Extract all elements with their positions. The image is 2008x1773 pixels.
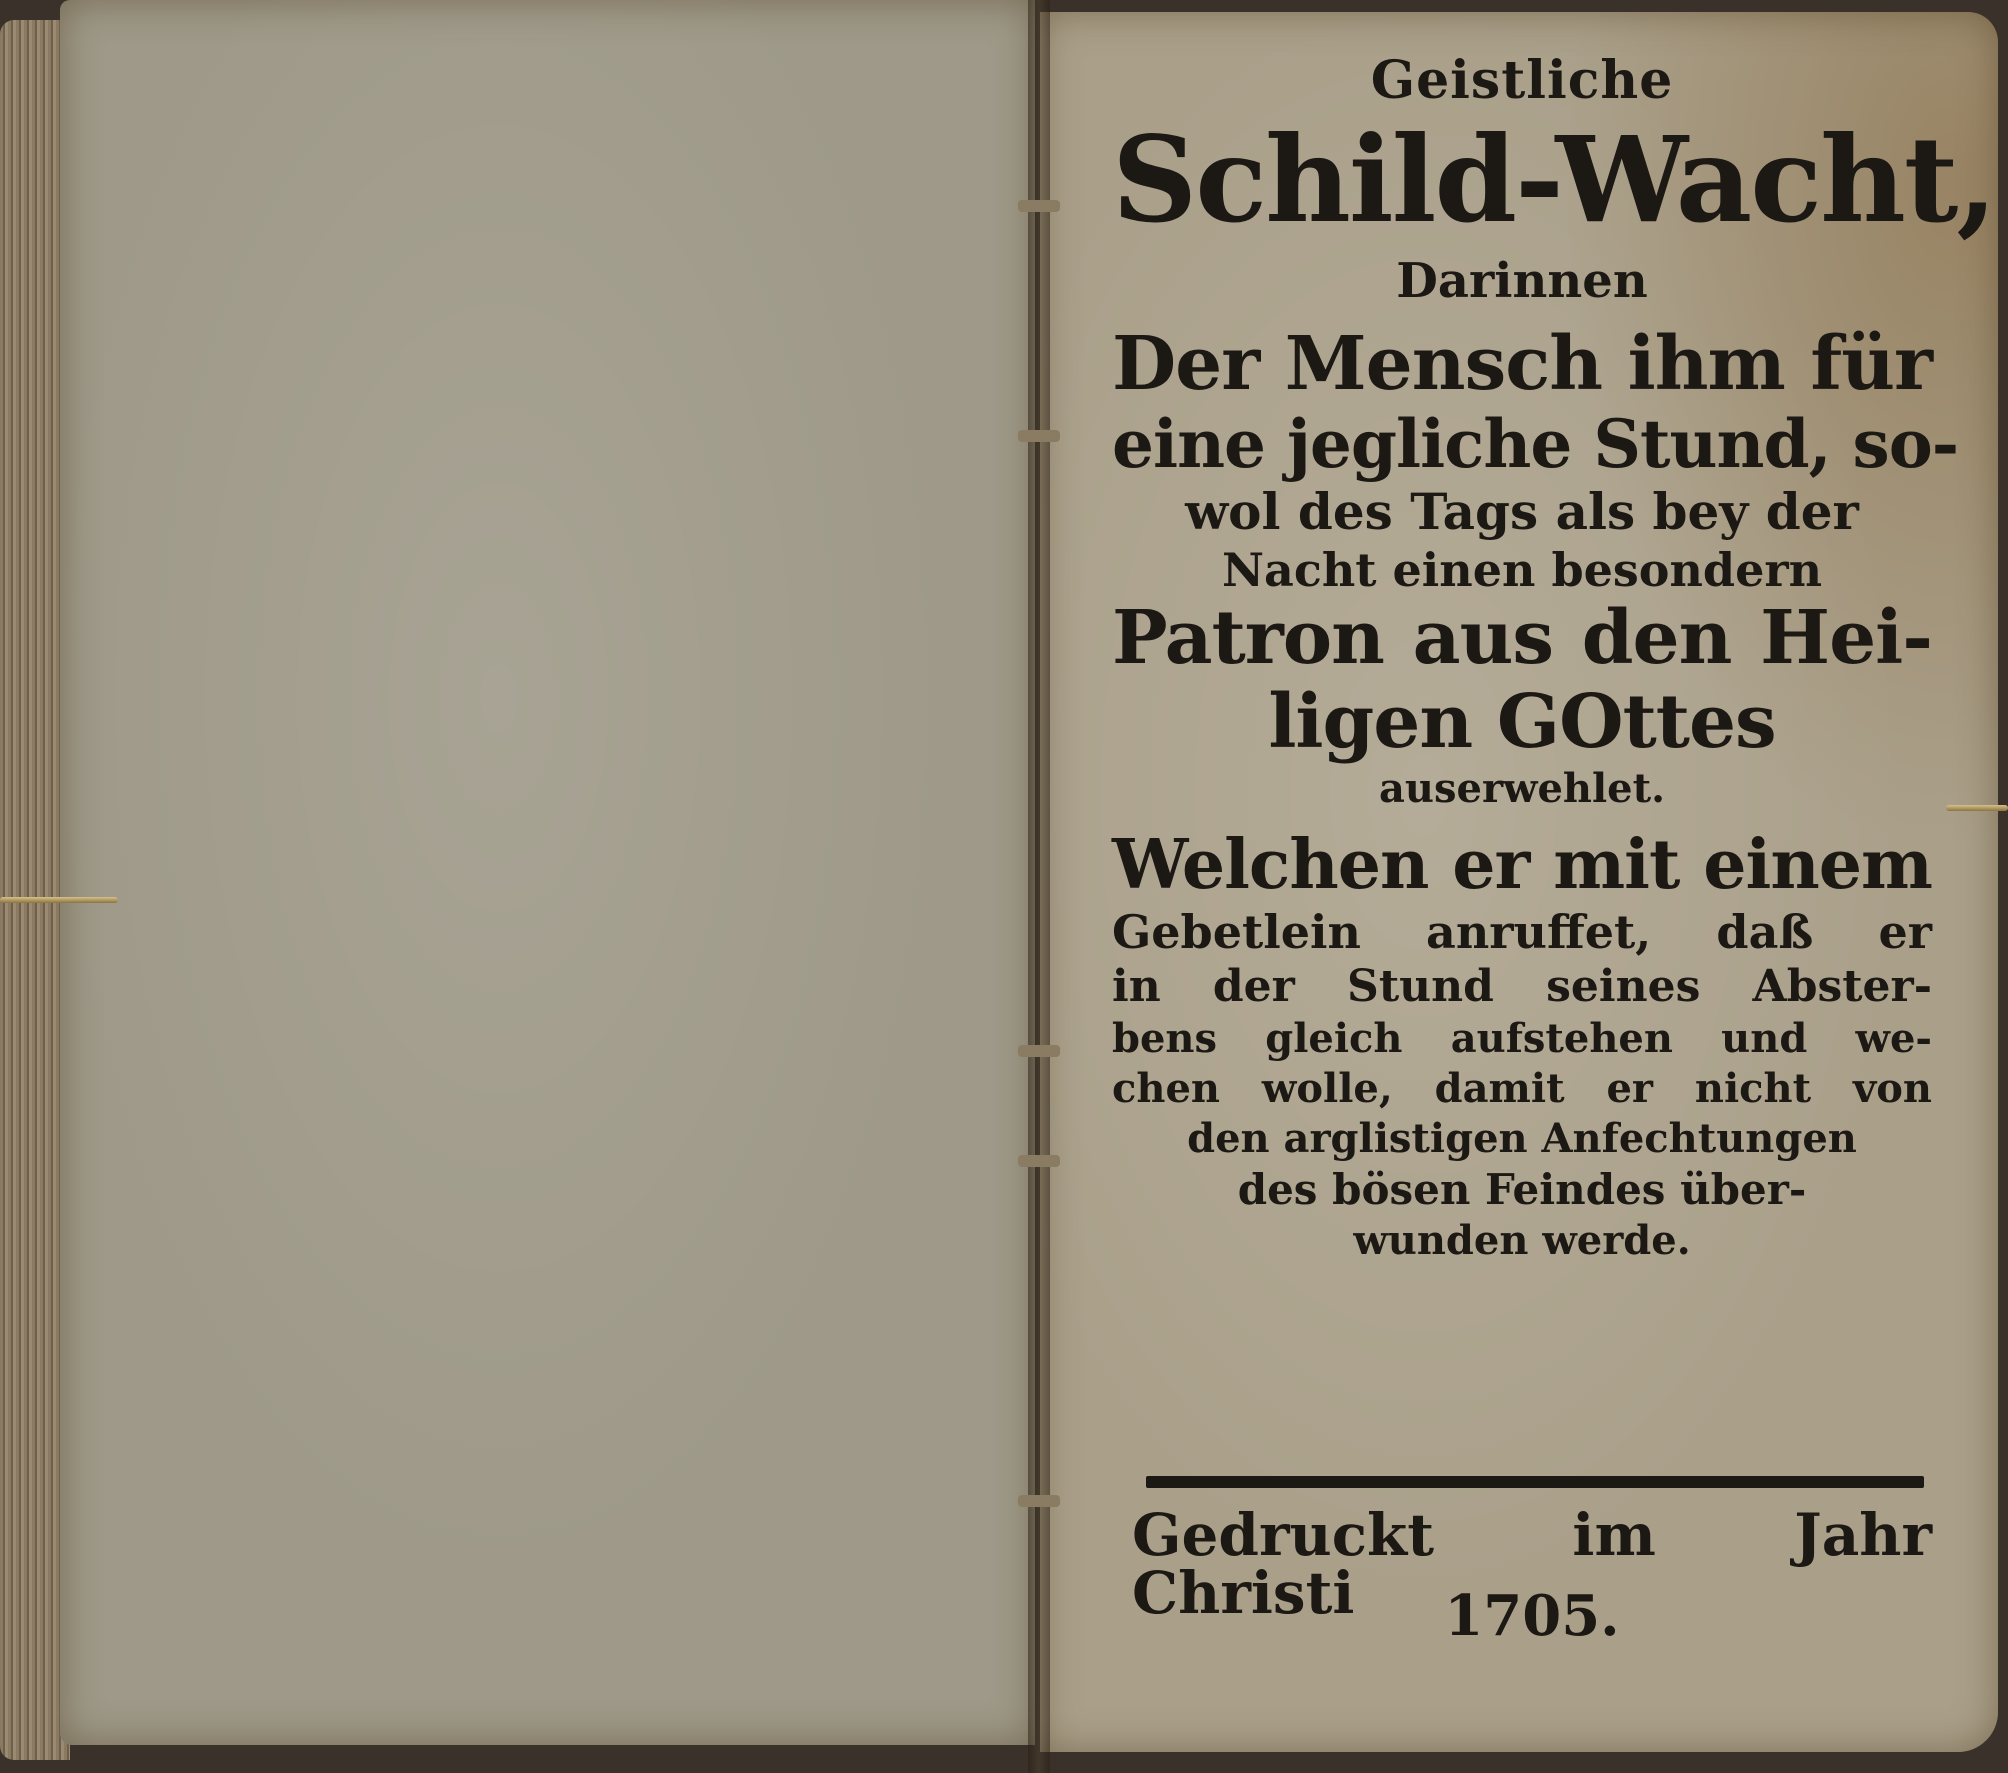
binding-stitch [1018,1155,1060,1167]
title-line: Darinnen [1396,253,1648,309]
binding-stitch [1018,430,1060,442]
title-line: Patron aus den Hei- [1112,595,1932,681]
title-line: Nacht einen besondern [1221,543,1823,597]
title-line: auserwehlet. [1378,765,1666,812]
main-title: Schild-Wacht, [1112,110,1996,249]
title-line: den arglistigen Anfechtungen [1187,1115,1857,1162]
binding-stitch [1018,200,1060,212]
title-line: eine jegliche Stund, so- [1112,405,1959,483]
horizontal-rule [1146,1476,1924,1488]
blank-left-page [60,0,1035,1745]
title-line: wunden werde. [1353,1217,1691,1264]
book-gutter [1028,0,1050,1773]
imprint-line: Gedruckt im Jahr Christi [1132,1501,1932,1627]
title-line: wol des Tags als bey der [1185,482,1859,541]
title-line: Gebetlein anruffet, daß er [1112,905,1932,959]
title-line: chen wolle, damit er nicht von [1112,1065,1932,1112]
title-line: Geistliche [1370,50,1674,111]
title-text-block [1112,50,1996,1271]
title-line: Der Mensch ihm für [1112,321,1932,407]
title-line: des bösen Feindes über- [1237,1165,1807,1214]
binding-stitch [1018,1045,1060,1057]
imprint-year: 1705. [1444,1583,1620,1649]
title-line: Welchen er mit einem [1112,825,1932,905]
pin-left [0,897,118,903]
binding-stitch [1018,1495,1060,1507]
title-line: bens gleich aufstehen und we- [1112,1015,1932,1062]
title-line: ligen GOttes [1268,679,1776,765]
title-line: in der Stund seines Abster- [1112,961,1932,1012]
pin-right [1946,805,2008,811]
